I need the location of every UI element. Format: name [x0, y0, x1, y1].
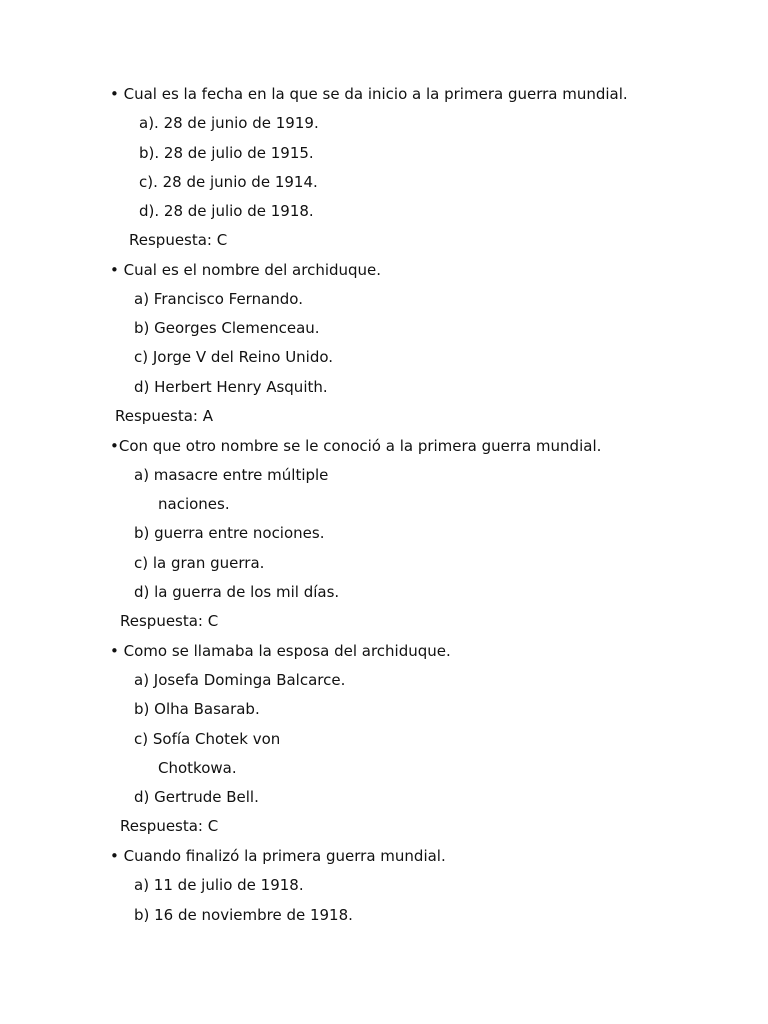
question-1-option-b: b). 28 de julio de 1915.	[139, 144, 314, 162]
question-5-text: • Cuando finalizó la primera guerra mundial.	[110, 847, 446, 865]
question-4-option-b: b) Olha Basarab.	[134, 700, 260, 718]
question-2-option-c: c) Jorge V del Reino Unido.	[134, 348, 334, 366]
question-4-answer: Respuesta: C	[120, 817, 219, 835]
question-4-text: • Como se llamaba la esposa del archiduque.	[110, 642, 451, 660]
question-2-answer: Respuesta: A	[115, 407, 214, 425]
question-4-option-c-continuation: Chotkowa.	[158, 759, 237, 777]
question-2-option-a: a) Francisco Fernando.	[134, 290, 303, 308]
question-3-text: •Con que otro nombre se le conoció a la primera guerra mundial.	[110, 437, 602, 455]
question-2-option-d: d) Herbert Henry Asquith.	[134, 378, 328, 396]
question-2-text: • Cual es el nombre del archiduque.	[110, 261, 382, 279]
question-3-option-a: a) masacre entre múltiple	[134, 466, 329, 484]
question-4-option-a: a) Josefa Dominga Balcarce.	[134, 671, 346, 689]
question-1-option-a: a). 28 de junio de 1919.	[139, 114, 319, 132]
question-2-option-b: b) Georges Clemenceau.	[134, 319, 320, 337]
question-3-option-a-continuation: naciones.	[158, 495, 230, 513]
question-4-option-d: d) Gertrude Bell.	[134, 788, 259, 806]
question-3-option-d: d) la guerra de los mil días.	[134, 583, 340, 601]
question-3-option-b: b) guerra entre nociones.	[134, 524, 325, 542]
question-1-option-d: d). 28 de julio de 1918.	[139, 202, 314, 220]
question-1-option-c: c). 28 de junio de 1914.	[139, 173, 318, 191]
question-4-option-c: c) Sofía Chotek von	[134, 730, 281, 748]
question-5-option-a: a) 11 de julio de 1918.	[134, 876, 304, 894]
question-3-answer: Respuesta: C	[120, 612, 219, 630]
question-1-answer: Respuesta: C	[129, 231, 228, 249]
question-1-text: • Cual es la fecha en la que se da inicio a la primera guerra mundial.	[110, 85, 628, 103]
question-5-option-b: b) 16 de noviembre de 1918.	[134, 906, 353, 924]
question-3-option-c: c) la gran guerra.	[134, 554, 265, 572]
